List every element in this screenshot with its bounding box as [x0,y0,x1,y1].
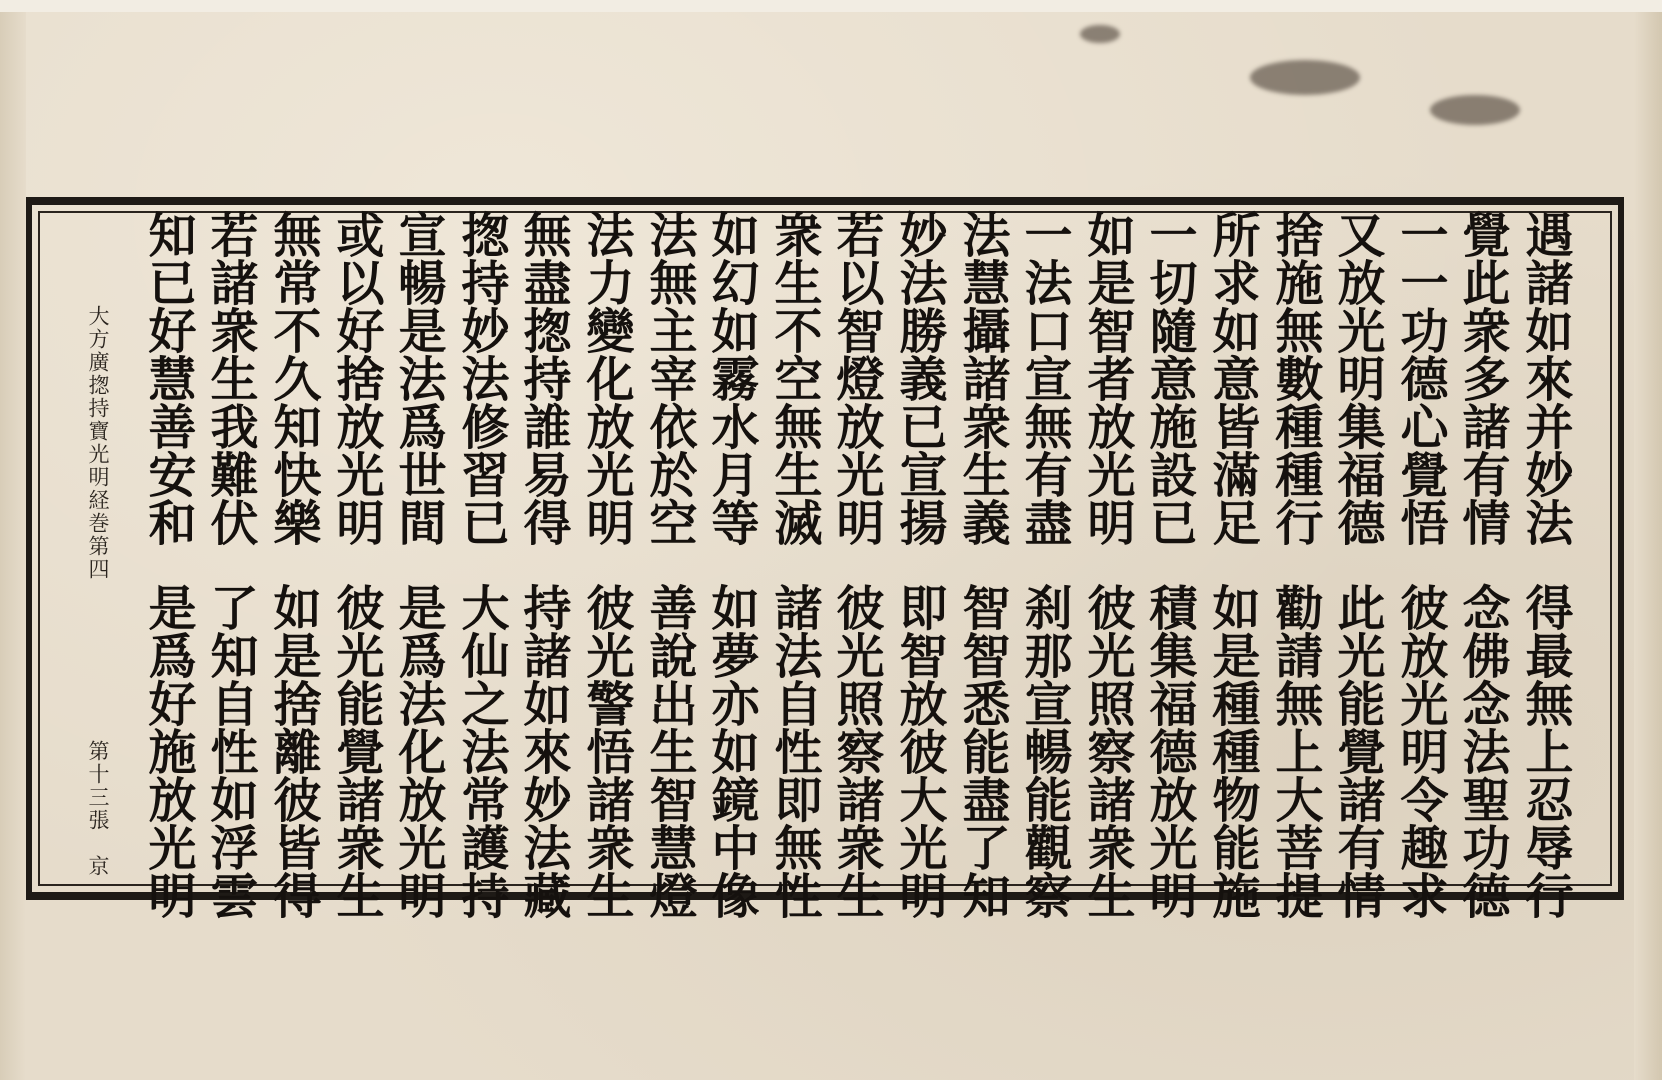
verse-line-lower: 此光能覺諸有情 [1329,583,1385,919]
verse-line-lower: 了知自性如浮雲 [202,583,258,919]
ink-smudge [1430,95,1520,125]
verse-line-upper: 法慧攝諸衆生義 [954,210,1010,546]
verse-line-lower: 如夢亦如鏡中像 [703,583,759,919]
verse-line-lower: 刹那宣暢能觀察 [1016,583,1072,919]
verse-line-lower: 持諸如來妙法藏 [515,583,571,919]
verse-line-lower: 是爲好施放光明 [140,583,196,919]
verse-line-upper: 或以好捨放光明 [328,210,384,546]
verse-line-lower: 彼放光明令趣求 [1392,583,1448,919]
verse-line-upper: 所求如意皆滿足 [1204,210,1260,546]
verse-line-lower: 是爲法化放光明 [390,583,446,919]
verse-line-upper: 無常不久知快樂 [265,210,321,546]
page-top-edge [0,0,1662,12]
sutra-title: 大方廣揔持寶光明経巻第四 [86,305,110,581]
verse-line-upper: 捨施無數種種行 [1267,210,1323,546]
verse-line-upper: 如是智者放光明 [1079,210,1135,546]
verse-line-upper: 覺此衆多諸有情 [1454,210,1510,546]
left-page-edge [0,12,26,1080]
verse-line-lower: 彼光照察諸衆生 [828,583,884,919]
verse-line-lower: 勸請無上大菩提 [1267,583,1323,919]
verse-line-lower: 大仙之法常護持 [453,583,509,919]
verse-line-upper: 一法口宣無有盡 [1016,210,1072,546]
ink-smudge [1250,60,1360,95]
verse-line-lower: 諸法自性即無性 [766,583,822,919]
verse-line-upper: 又放光明集福德 [1329,210,1385,546]
verse-line-lower: 彼光能覺諸衆生 [328,583,384,919]
verse-line-upper: 如幻如霧水月等 [703,210,759,546]
verse-line-upper: 知已好慧善安和 [140,210,196,546]
ink-smudge [1080,25,1120,43]
verse-line-upper: 宣暢是法爲世間 [390,210,446,546]
verse-line-lower: 積集福德放光明 [1141,583,1197,919]
verse-line-upper: 遇諸如來并妙法 [1517,210,1573,546]
verse-line-upper: 一一功德心覺悟 [1392,210,1448,546]
verse-line-lower: 念佛念法聖功德 [1454,583,1510,919]
verse-line-upper: 法無主宰依於空 [641,210,697,546]
verse-line-upper: 一切隨意施設已 [1141,210,1197,546]
verse-line-lower: 彼光照察諸衆生 [1079,583,1135,919]
verse-line-lower: 智智悉能盡了知 [954,583,1010,919]
verse-line-upper: 揔持妙法修習已 [453,210,509,546]
verse-line-upper: 無盡揔持誰易得 [515,210,571,546]
right-page-edge [1634,12,1662,1080]
verse-line-upper: 衆生不空無生滅 [766,210,822,546]
verse-line-upper: 若諸衆生我難伏 [202,210,258,546]
verse-line-lower: 得最無上忍辱行 [1517,583,1573,919]
verse-line-lower: 彼光警悟諸衆生 [578,583,634,919]
verse-line-lower: 如是種種物能施 [1204,583,1260,919]
verse-line-lower: 即智放彼大光明 [891,583,947,919]
verse-line-upper: 若以智燈放光明 [828,210,884,546]
verse-line-upper: 妙法勝義已宣揚 [891,210,947,546]
verse-line-upper: 法力變化放光明 [578,210,634,546]
verse-line-lower: 善說出生智慧燈 [641,583,697,919]
carver-mark: 京 [86,855,110,876]
verse-line-lower: 如是捨離彼皆得 [265,583,321,919]
page-number: 第十三張 [86,740,110,832]
